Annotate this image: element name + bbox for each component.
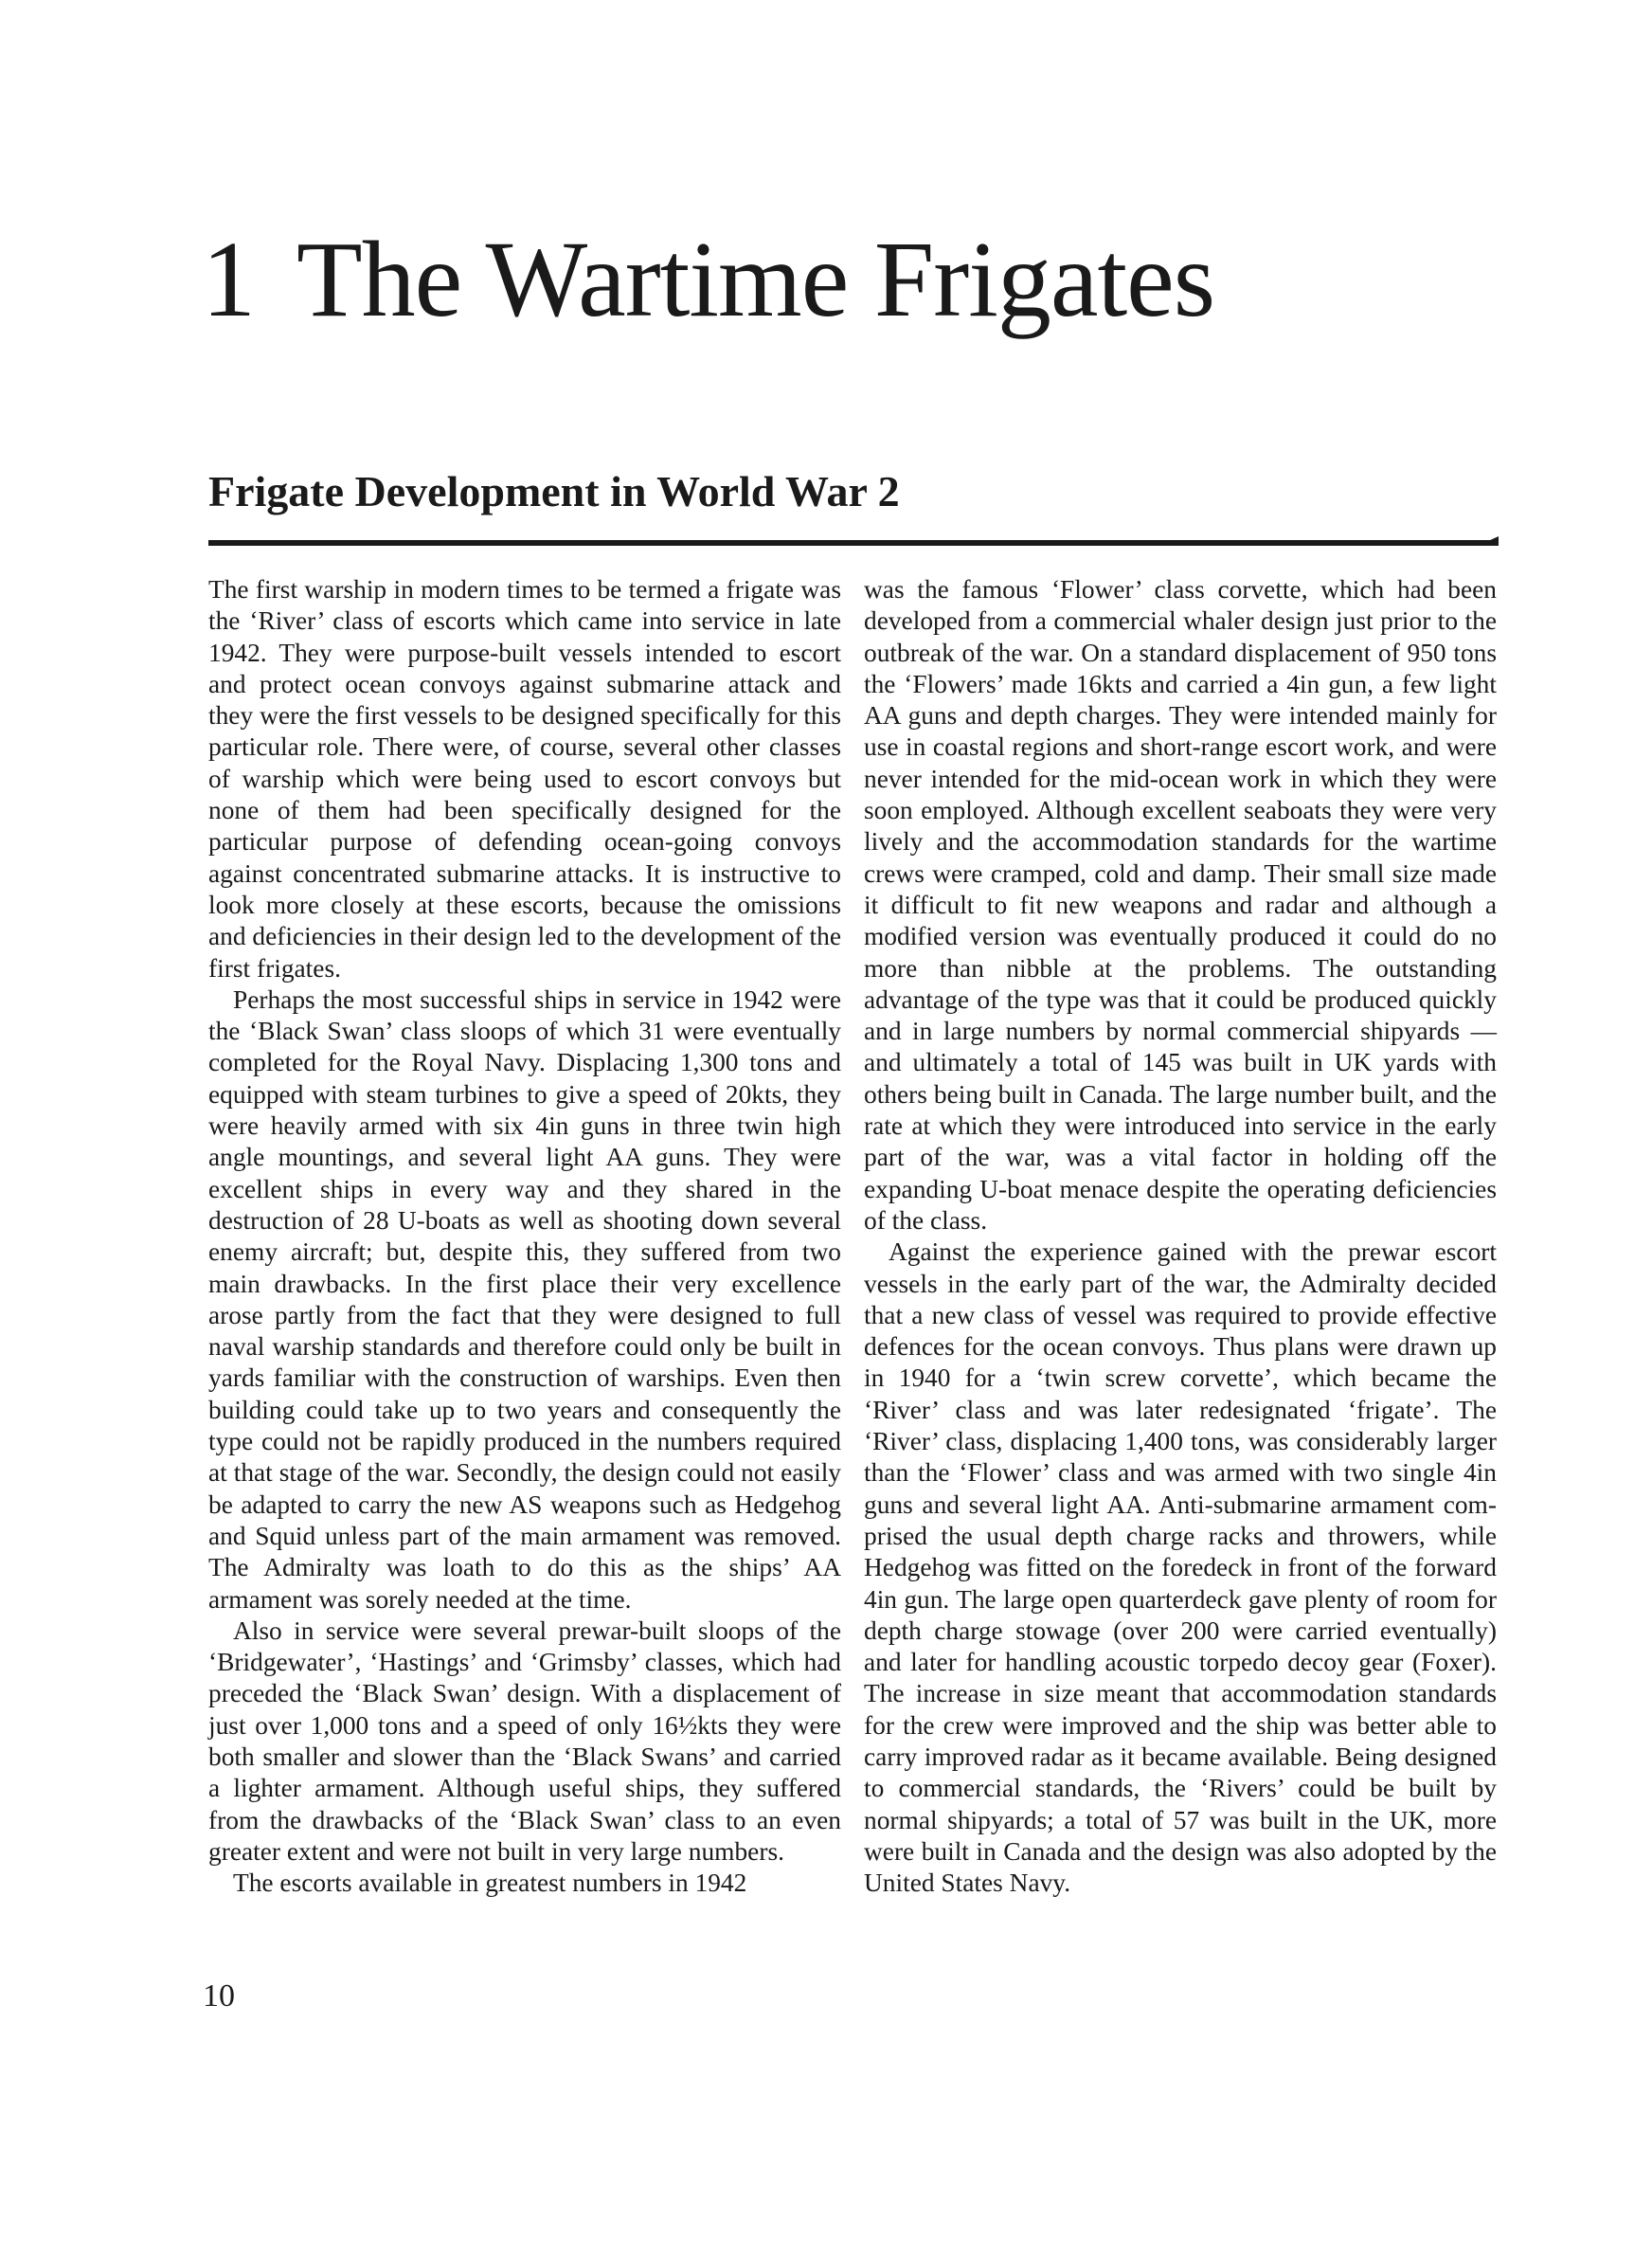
body-paragraph: The escorts available in greatest numbers in 1942: [233, 1869, 747, 1898]
chapter-title: The Wartime Frigates: [296, 219, 1215, 339]
right-column: [864, 574, 1497, 1899]
body-paragraph: was the famous ‘Flower’ class corvette, which had been developed from a commercial whaler design just prior to the outbreak of the war. On a standard displacement of 950 tons the ‘Flowers’ made 16kts and carried a 4in gun, a few light AA guns and depth charges. They were intended mainly for use in coastal regions and short-range escort work, and were never intended for the mid-ocean work in which they were soon employed. Although excellent seaboats they were very lively and the accommodation standards for the wartime crews were cramped, cold and damp. Their small size made it difficult to fit new weapons and radar and although a modified version was eventually produced it could do no more than nibble at the problems. The outstanding advantage of the type was that it could be produced quickly and in large numbers by normal commercial shipyards — and ultimately a total of 145 was built in UK yards with others being built in Canada. The large number built, and the rate at which they were introduced into service in the early part of the war, was a vital factor in holding off the expanding U-boat menace despite the operating deficiencies of the class.: [864, 575, 1497, 1235]
chapter-number: 1: [202, 219, 255, 339]
body-paragraph: Against the experience gained with the prewar escort vessels in the early part of the war, the Admiralty decided that a new class of vessel was required to provide effective defences for the ocean convoys. Thus plans were drawn up in 1940 for a ‘twin screw corvette’, which became the ‘River’ class and was later redesignated ‘frigate’. The ‘River’ class, displacing 1,400 tons, was considerably larger than the ‘Flower’ class and was armed with two single 4in guns and several light AA. Anti-submarine armament comprised the usual depth charge racks and throwers, while Hedgehog was fitted on the foredeck in front of the forward 4in gun. The large open quarterdeck gave plenty of room for depth charge stowage (over 200 were carried eventually) and later for handling acoustic torpedo decoy gear (Foxer). The increase in size meant that accommodation standards for the crew were improved and the ship was better able to carry improved radar as it became available. Being designed to commercial standards, the ‘Rivers’ could be built by normal shipyards; a total of 57 was built in the UK, more were built in Canada and the design was also adopted by the United States Navy.: [864, 1237, 1497, 1898]
section-title: Frigate Development in World War 2: [208, 467, 900, 515]
body-paragraph: Perhaps the most successful ships in service in 1942 were the ‘Black Swan’ class sloops of which 31 were eventually completed for the Royal Navy. Displacing 1,300 tons and equipped with steam turbines to give a speed of 20kts, they were heavily armed with six 4in guns in three twin high angle mountings, and several light AA guns. They were excellent ships in every way and they shared in the destruction of 28 U-boats as well as shooting down several enemy aircraft; but, despite this, they suffered from two main drawbacks. In the first place their very excellence arose partly from the fact that they were designed to full naval warship standards and therefore could only be built in yards familiar with the construction of warships. Even then building could take up to two years and consequently the type could not be rapidly produced in the numbers required at that stage of the war. Secondly, the design could not easily be adapted to carry the new AS weapons such as Hedgehog and Squid unless part of the main armament was removed. The Admiralty was loath to do this as the ships’ AA armament was sorely needed at the time.: [208, 984, 841, 1614]
page-number: 10: [203, 1978, 235, 2013]
chapter-heading: [202, 219, 1215, 339]
body-paragraph: The first warship in modern times to be termed a frigate was the ‘River’ class of escorts which came into service in late 1942. They were purpose-built vessels intended to escort and protect ocean convoys against submarine attack and they were the first vessels to be designed specifically for this particular role. There were, of course, several other classes of warship which were being used to escort convoys but none of them had been specifically designed for the particular purpose of defending ocean-going convoys against concentrated submarine attacks. It is instructive to look more closely at these escorts, because the omissions and deficiencies in their design led to the development of the first frigates.: [208, 575, 841, 983]
section-rule-tip: [1478, 536, 1499, 546]
left-column: [208, 574, 841, 1899]
section-rule: [208, 540, 1494, 546]
body-paragraph: Also in service were several prewar-built sloops of the ‘Bridgewater’, ‘Hastings’ and ‘Grimsby’ classes, which had preceded the ‘Black Swan’ design. With a displacement of just over 1,000 tons and a speed of only 16½kts they were both smaller and slower than the ‘Black Swans’ and carried a lighter armament. Although useful ships, they suffered from the drawbacks of the ‘Black Swan’ class to an even greater extent and were not built in very large numbers.: [208, 1616, 841, 1866]
